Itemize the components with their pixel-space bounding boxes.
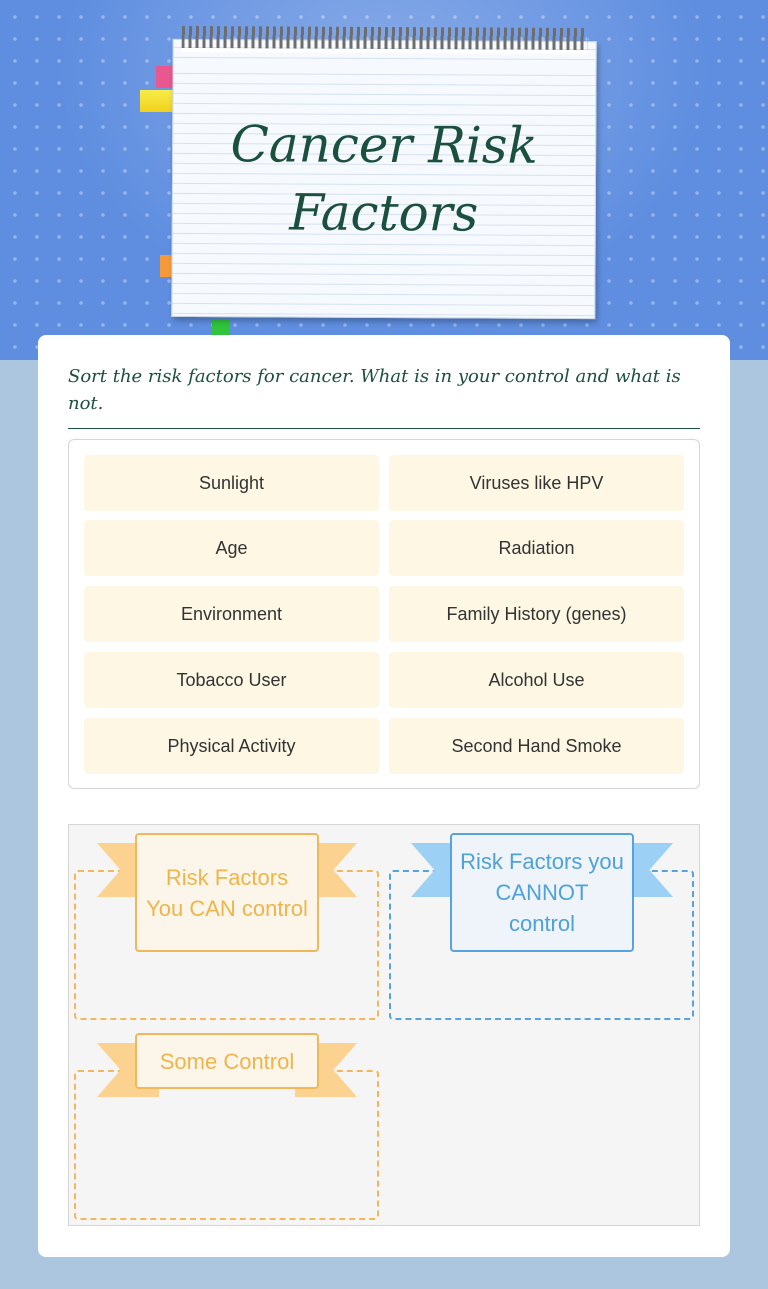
draggable-chip[interactable]: Family History (genes) bbox=[389, 586, 684, 642]
category-label-can-control: Risk Factors You CAN control bbox=[135, 833, 319, 952]
draggable-chip[interactable]: Environment bbox=[84, 586, 379, 642]
draggable-chip[interactable]: Tobacco User bbox=[84, 652, 379, 708]
notebook-tab-yellow bbox=[140, 90, 176, 112]
notepad-spiral-binding bbox=[182, 26, 588, 54]
worksheet-card bbox=[38, 335, 730, 1257]
page-title bbox=[173, 110, 596, 248]
draggable-chip[interactable]: Viruses like HPV bbox=[389, 455, 684, 511]
instructions-text: Sort the risk factors for cancer. What is in your control and what is not. bbox=[68, 366, 681, 414]
category-label-some-control: Some Control bbox=[135, 1033, 319, 1089]
draggable-chip[interactable]: Alcohol Use bbox=[389, 652, 684, 708]
draggable-chip[interactable]: Radiation bbox=[389, 520, 684, 576]
draggable-chip[interactable]: Physical Activity bbox=[84, 718, 379, 774]
sorting-area bbox=[68, 824, 700, 1226]
page-title-line2: Factors bbox=[289, 183, 479, 243]
title-notepad bbox=[171, 39, 596, 319]
word-bank bbox=[68, 439, 700, 789]
page-title-line1: Cancer Risk bbox=[230, 115, 538, 175]
category-label-cannot-control: Risk Factors you CANNOT control bbox=[450, 833, 634, 952]
divider bbox=[68, 428, 700, 429]
header-banner bbox=[0, 0, 768, 360]
draggable-chip[interactable]: Second Hand Smoke bbox=[389, 718, 684, 774]
draggable-chip[interactable]: Sunlight bbox=[84, 455, 379, 511]
draggable-chip[interactable]: Age bbox=[84, 520, 379, 576]
